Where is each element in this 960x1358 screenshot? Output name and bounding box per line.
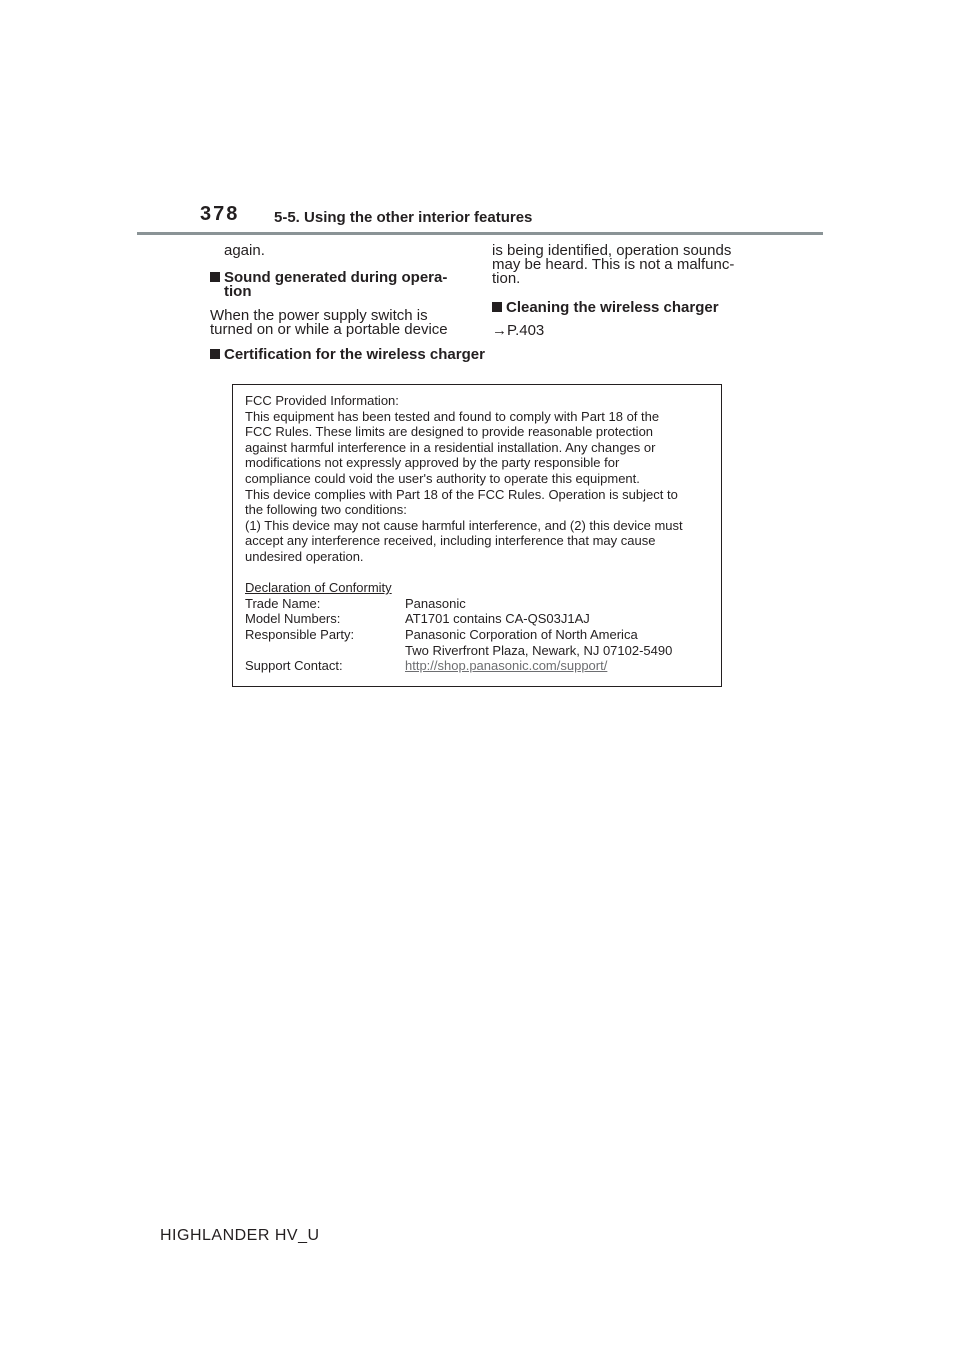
certification-heading [210, 348, 485, 362]
model-numbers-label: Model Numbers: [245, 611, 341, 627]
fcc-information-box [232, 384, 722, 687]
responsible-party-row [245, 627, 683, 643]
support-contact-row [245, 658, 683, 674]
square-bullet-icon [492, 302, 502, 312]
declaration-title: Declaration of Conformity [245, 580, 392, 596]
responsible-party-address: Two Riverfront Plaza, Newark, NJ 07102-5490 [405, 642, 673, 658]
support-contact-label: Support Contact: [245, 658, 343, 674]
footer-model-name: HIGHLANDER HV_U [160, 1227, 320, 1244]
sound-heading-line1: Sound generated during opera- [224, 269, 448, 286]
section-title: 5-5. Using the other interior features [274, 209, 533, 226]
model-numbers-row [245, 611, 683, 627]
sound-heading-line2: tion [224, 283, 252, 300]
responsible-party-address-row [245, 643, 683, 659]
fcc-line: modifications not expressly approved by the party responsible for [245, 455, 620, 471]
fcc-line: undesired operation. [245, 548, 364, 564]
fcc-line: This device complies with Part 18 of the FCC Rules. Operation is subject to [245, 486, 678, 502]
header-divider [137, 232, 823, 235]
fcc-line: the following two conditions: [245, 502, 407, 518]
fcc-line: FCC Rules. These limits are designed to provide reasonable protection [245, 424, 654, 440]
continued-text-again: again. [224, 242, 265, 259]
sound-body-continued: is being identified, operation sounds may be heard. This is not a malfunc-tion. [492, 242, 735, 287]
fcc-line: compliance could void the user's authority to operate this equipment. [245, 470, 640, 486]
cleaning-heading [492, 301, 719, 315]
fcc-line: against harmful interference in a residential installation. Any changes or [245, 439, 656, 455]
fcc-spacer [245, 565, 683, 581]
trade-name-row [245, 596, 683, 612]
fcc-line: (1) This device may not cause harmful interference, and (2) this device must [245, 517, 683, 533]
sound-body-text: When the power supply switch is turned on or while a portable device [210, 307, 448, 338]
fcc-line: This equipment has been tested and found to comply with Part 18 of the [245, 408, 660, 424]
cleaning-heading-label: Cleaning the wireless charger [506, 299, 719, 316]
trade-name-value: Panasonic [405, 595, 466, 611]
responsible-party-value: Panasonic Corporation of North America [405, 626, 638, 642]
fcc-line: accept any interference received, including interference that may cause [245, 533, 656, 549]
trade-name-label: Trade Name: [245, 595, 321, 611]
page-number: 378 [200, 203, 240, 225]
sound-heading [210, 271, 447, 299]
square-bullet-icon [210, 272, 220, 282]
fcc-line: FCC Provided Information: [245, 393, 399, 408]
responsible-party-label: Responsible Party: [245, 626, 355, 642]
model-numbers-value: AT1701 contains CA-QS03J1AJ [405, 611, 590, 627]
certification-heading-label: Certification for the wireless charger [224, 346, 485, 363]
square-bullet-icon [210, 349, 220, 359]
support-contact-link[interactable]: http://shop.panasonic.com/support/ [405, 658, 608, 674]
cleaning-page-reference[interactable]: →P.403 [492, 322, 545, 339]
